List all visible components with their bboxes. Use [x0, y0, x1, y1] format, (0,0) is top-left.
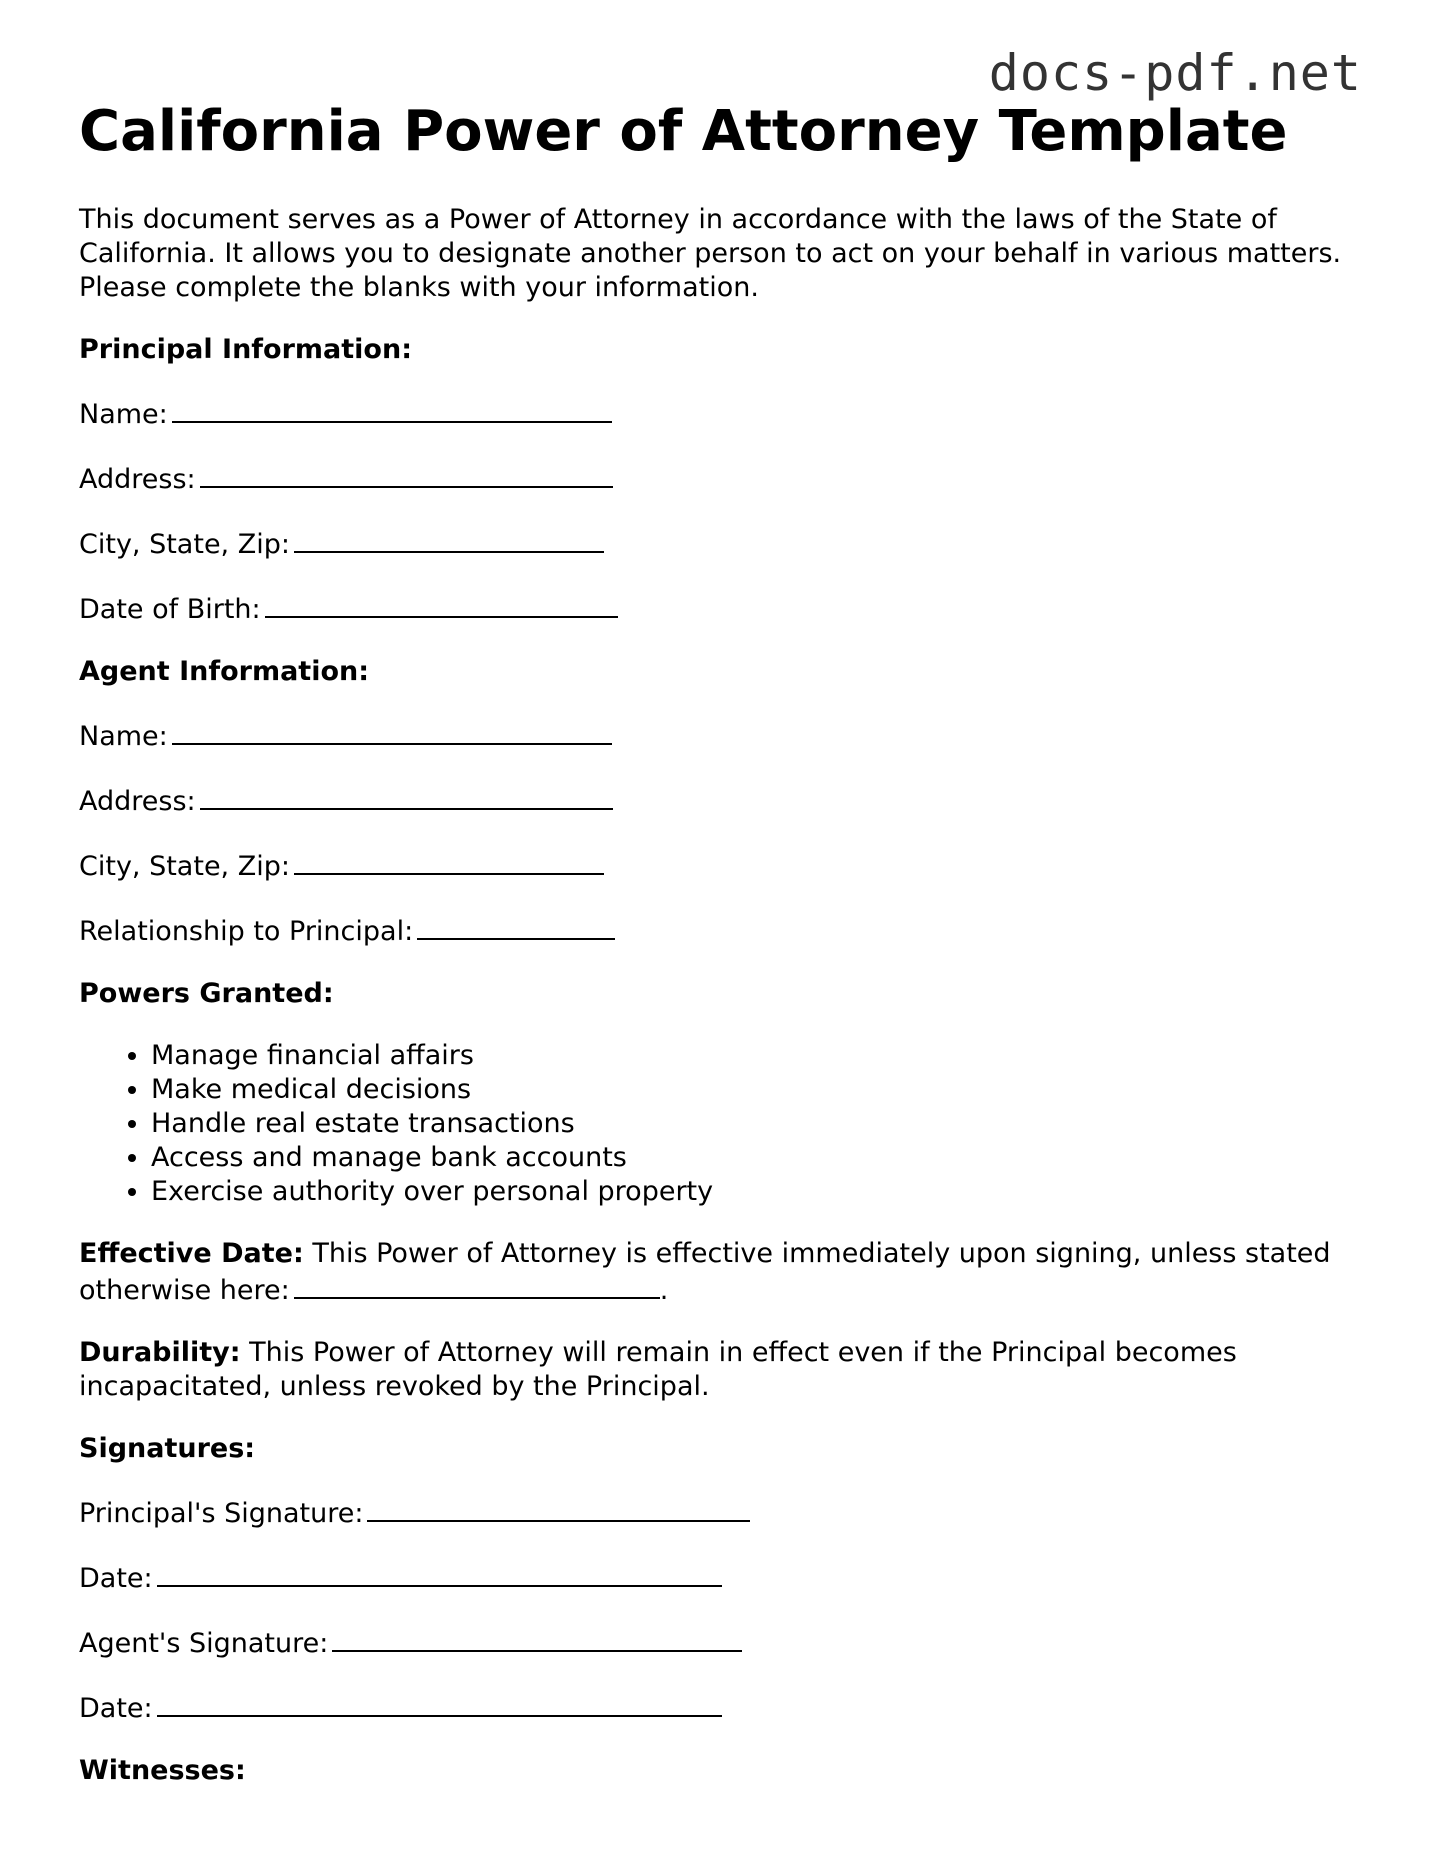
effective-date-blank[interactable] — [294, 1271, 660, 1299]
principal-dob-label: Date of Birth: — [79, 594, 261, 626]
durability-text: This Power of Attorney will remain in effect even if the Principal becomes incapacitated, unless revoked by the Principal. — [79, 1337, 1237, 1403]
agent-relationship-field — [79, 912, 1369, 949]
agent-relationship-label: Relationship to Principal: — [79, 916, 414, 948]
principal-city-label: City, State, Zip: — [79, 529, 290, 561]
principal-name-field — [79, 395, 1369, 432]
principal-signature-blank[interactable] — [367, 1494, 750, 1522]
watermark: docs-pdf.net — [988, 44, 1362, 102]
intro-paragraph: This document serves as a Power of Attorney in accordance with the laws of the State of California. It allows you to designate another person to act on your behalf in various matters. Please complete the blanks with your information. — [79, 204, 1342, 304]
agent-date-field — [79, 1689, 1369, 1726]
powers-list-item: • Exercise authority over personal property — [151, 1175, 1369, 1209]
agent-date-label: Date: — [79, 1693, 153, 1725]
agent-signature-label: Agent's Signature: — [79, 1628, 329, 1660]
witnesses-heading: Witnesses: — [79, 1755, 246, 1787]
agent-name-blank[interactable] — [172, 717, 612, 745]
principal-city-field — [79, 525, 1369, 562]
effective-date-end: . — [659, 1275, 669, 1307]
agent-relationship-blank[interactable] — [417, 912, 615, 940]
principal-heading: Principal Information: — [79, 334, 413, 366]
principal-signature-field — [79, 1494, 1369, 1531]
agent-name-label: Name: — [79, 721, 168, 753]
powers-list-item: • Handle real estate transactions — [151, 1107, 1369, 1141]
agent-address-field — [79, 782, 1369, 819]
agent-heading: Agent Information: — [79, 656, 370, 688]
powers-list-item: • Manage financial affairs — [151, 1039, 1369, 1073]
powers-list — [79, 1039, 1369, 1209]
principal-signature-label: Principal's Signature: — [79, 1498, 364, 1530]
effective-date-text: This Power of Attorney is effective immediately upon signing, unless stated otherwise here: — [79, 1238, 1331, 1307]
agent-signature-blank[interactable] — [332, 1624, 742, 1652]
agent-date-blank[interactable] — [157, 1689, 722, 1717]
principal-dob-blank[interactable] — [265, 590, 618, 618]
principal-date-field — [79, 1559, 1369, 1596]
page-title: California Power of Attorney Template — [79, 99, 1288, 164]
principal-dob-field — [79, 590, 1369, 627]
agent-city-label: City, State, Zip: — [79, 851, 290, 883]
powers-heading: Powers Granted: — [79, 978, 334, 1010]
powers-list-item: • Access and manage bank accounts — [151, 1141, 1369, 1175]
principal-address-label: Address: — [79, 464, 196, 496]
agent-signature-field — [79, 1624, 1369, 1661]
effective-date-paragraph — [79, 1237, 1369, 1308]
agent-address-blank[interactable] — [200, 782, 613, 810]
principal-name-label: Name: — [79, 399, 168, 431]
principal-address-field — [79, 460, 1369, 497]
durability-label: Durability: — [79, 1337, 241, 1369]
agent-city-field — [79, 847, 1369, 884]
principal-date-blank[interactable] — [157, 1559, 722, 1587]
agent-name-field — [79, 717, 1369, 754]
principal-date-label: Date: — [79, 1563, 153, 1595]
principal-city-blank[interactable] — [294, 525, 604, 553]
effective-date-label: Effective Date: — [79, 1238, 304, 1270]
agent-address-label: Address: — [79, 786, 196, 818]
powers-list-item: • Make medical decisions — [151, 1073, 1369, 1107]
durability-paragraph — [79, 1336, 1369, 1404]
signatures-heading: Signatures: — [79, 1433, 256, 1465]
principal-name-blank[interactable] — [172, 395, 612, 423]
document-page — [79, 98, 1369, 1788]
agent-city-blank[interactable] — [294, 847, 604, 875]
principal-address-blank[interactable] — [200, 460, 613, 488]
